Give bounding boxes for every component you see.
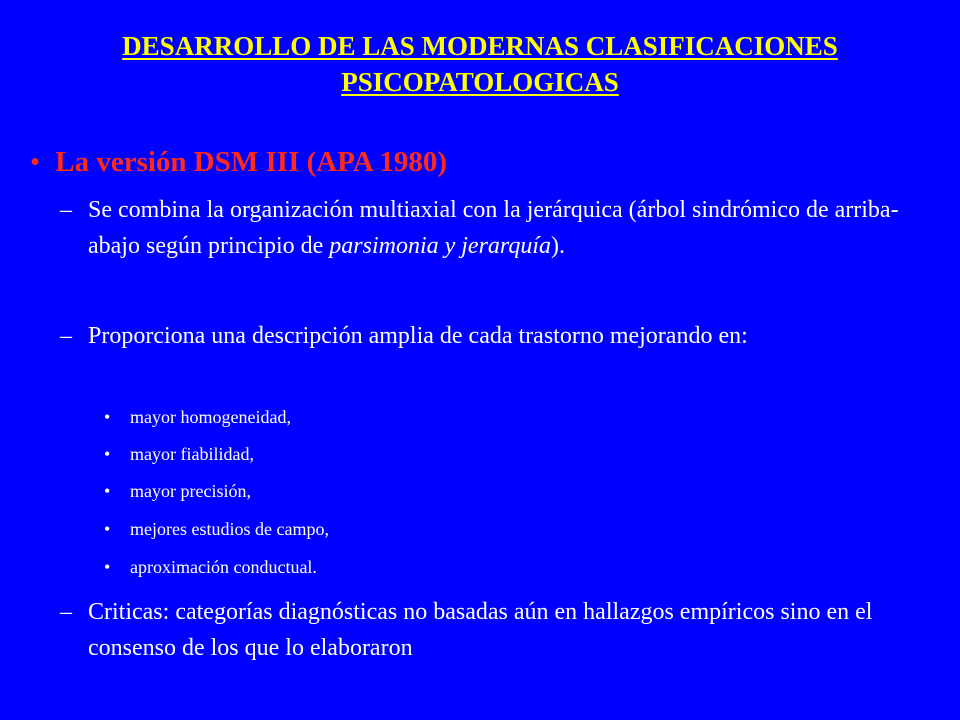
- list-item-text: mejores estudios de campo,: [130, 519, 329, 539]
- list-item: [104, 478, 251, 504]
- list-item: [104, 404, 291, 430]
- list-item-text: mayor fiabilidad,: [130, 444, 254, 464]
- heading-bullet: •: [30, 146, 41, 178]
- point-organizacion: [60, 192, 930, 264]
- list-item: [104, 554, 317, 580]
- item-bullet: •: [104, 557, 111, 577]
- list-item-text: mayor homogeneidad,: [130, 407, 291, 427]
- item-bullet: •: [104, 481, 111, 501]
- dash-marker: –: [60, 197, 72, 223]
- point-criticas-text: Criticas: categorías diagnósticas no basadas aún en hallazgos empíricos sino en el consenso de los que lo elaboraron: [88, 599, 873, 661]
- item-bullet: •: [104, 407, 111, 427]
- list-item-text: mayor precisión,: [130, 481, 251, 501]
- slide-title-line-1: DESARROLLO DE LAS MODERNAS CLASIFICACIONES: [122, 31, 838, 61]
- point-organizacion-text-a: Se combina la organización multiaxial con la jerárquica (árbol sindrómico de arriba-abajo según principio de: [88, 197, 899, 259]
- point-organizacion-italic: parsimonia y jerarquía: [329, 233, 552, 259]
- dash-marker: –: [60, 323, 72, 349]
- dash-marker: –: [60, 599, 72, 625]
- slide-title: [0, 28, 960, 100]
- point-organizacion-text-b: ).: [551, 233, 566, 259]
- section-heading: [30, 144, 447, 180]
- list-item-text: aproximación conductual.: [130, 557, 317, 577]
- list-item: [104, 441, 254, 467]
- list-item: [104, 516, 329, 542]
- point-descripcion: [60, 318, 930, 354]
- slide-title-line-2: PSICOPATOLOGICAS: [341, 67, 619, 97]
- item-bullet: •: [104, 519, 111, 539]
- heading-text: La versión DSM III (APA 1980): [55, 146, 448, 178]
- point-descripcion-text: Proporciona una descripción amplia de cada trastorno mejorando en:: [88, 323, 748, 349]
- item-bullet: •: [104, 444, 111, 464]
- point-organizacion-text: [88, 192, 930, 264]
- point-criticas: [60, 594, 930, 666]
